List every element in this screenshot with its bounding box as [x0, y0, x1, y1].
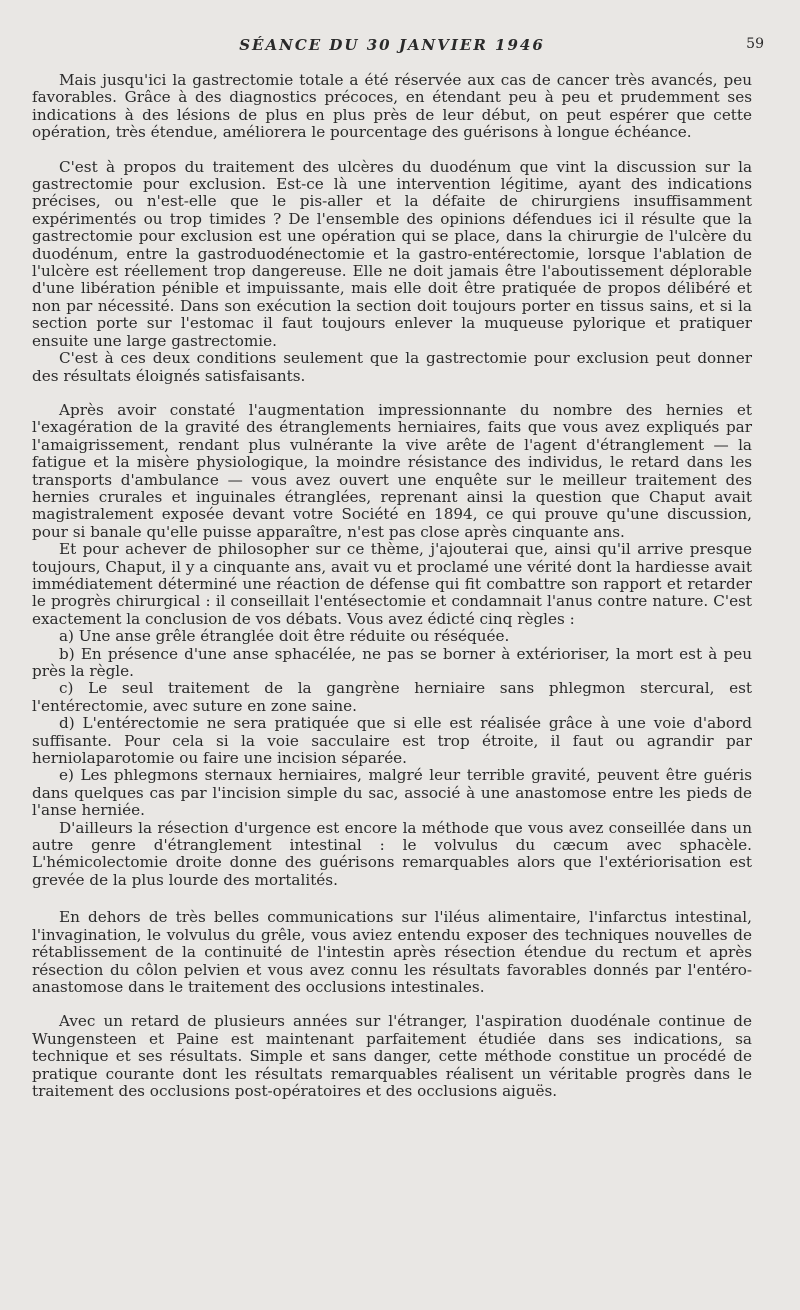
- rule-item: e) Les phlegmons sternaux herniaires, malgré leur terrible gravité, peuvent être guéris dans quelques cas par l'incision simple du sac, associé à une anastomose entre les pieds de l'anse herniée.: [32, 766, 752, 820]
- section-gap: [32, 142, 752, 159]
- rule-item: c) Le seul traitement de la gangrène herniaire sans phlegmon stercural, est l'entérectomie, avec suture en zone saine.: [32, 679, 752, 715]
- paragraph: Et pour achever de philosopher sur ce thème, j'ajouterai que, ainsi qu'il arrive presque toujours, Chaput, il y a cinquante ans, avait vu et proclamé une vérité dont la hardiesse avait immédiatement déterminé une réaction de défense qui fit combattre son rapport et retarder le progrès chirurgical : il conseillait l'entésectomie et condamnait l'anus contre nature. C'est exactement la conclusion de vos débats. Vous avez édicté cinq règles :: [32, 540, 752, 628]
- section-gap: [32, 889, 752, 909]
- paragraph: C'est à ces deux conditions seulement que la gastrectomie pour exclusion peut donner des résultats éloignés satisfaisants.: [32, 349, 752, 385]
- paragraph: C'est à propos du traitement des ulcères du duodénum que vint la discussion sur la gastrectomie pour exclusion. Est-ce là une intervention légitime, ayant des indications précises, ou n'est-elle que le pis-aller et la défaite de chirurgiens insuffisamment expérimentés ou trop timides ? De l'ensemble des opinions défendues ici il résulte que la gastrectomie pour exclusion est une opération qui se place, dans la chirurgie de l'ulcère du duodénum, entre la gastroduodénectomie et la gastro-entérectomie, lorsque l'ablation de l'ulcère est réellement trop dangereuse. Elle ne doit jamais être l'aboutissement déplorable d'une libération pénible et impuissante, mais elle doit être pratiquée de propos délibéré et non par nécessité. Dans son exécution la section doit toujours porter en tissus sains, et si la section porte sur l'estomac il faut toujours enlever la muqueuse pylorique et pratiquer ensuite une large gastrectomie.: [32, 157, 752, 350]
- paragraph: En dehors de très belles communications sur l'iléus alimentaire, l'infarctus intestinal, l'invagination, le volvulus du grêle, vous aviez entendu exposer des techniques nouvelles de rétablissement de la continuité de l'intestin après résection étendue du rectum et après résection du côlon pelvien et vous avez connu les résultats favorables donnés par l'entéro-anastomose dans le traitement des occlusions intestinales.: [32, 908, 752, 996]
- paragraph: Après avoir constaté l'augmentation impressionnante du nombre des hernies et l'exagération de la gravité des étranglements herniaires, faits que vous avez expliqués par l'amaigrissement, rendant plus vulnérante la vive arête de l'agent d'étranglement — la fatigue et la misère physiologique, la moindre résistance des individus, le retard dans les transports d'ambulance — vous avez ouvert une enquête sur le meilleur traitement des hernies crurales et inguinales étranglées, reprenant ainsi la question que Chaput avait magistralement exposée devant votre Société en 1894, ce qui prouve qu'une discussion, pour si banale qu'elle puisse apparaître, n'est pas close après cinquante ans.: [32, 400, 752, 541]
- rule-item: d) L'entérectomie ne sera pratiquée que si elle est réalisée grâce à une voie d'abord suffisante. Pour cela si la voie sacculaire est trop étroite, il faut ou agrandir par herniolaparotomie ou faire une incision séparée.: [32, 714, 752, 768]
- rule-item: b) En présence d'une anse sphacélée, ne pas se borner à extérioriser, la mort est à peu près la règle.: [32, 644, 752, 680]
- body-text: [32, 72, 752, 1100]
- paragraph: Avec un retard de plusieurs années sur l'étranger, l'aspiration duodénale continue de Wungensteen et Paine est maintenant parfaitement étudiée dans ses indications, sa technique et ses résultats. Simple et sans danger, cette méthode constitue un procédé de pratique courante dont les résultats remarquables réalisent un véritable progrès dans le traitement des occlusions post-opératoires et des occlusions aiguës.: [32, 1012, 752, 1100]
- section-gap: [32, 385, 752, 402]
- rule-item: a) Une anse grêle étranglée doit être réduite ou réséquée.: [59, 627, 510, 646]
- section-gap: [32, 996, 752, 1013]
- page-number: 59: [746, 36, 764, 52]
- paragraph: Mais jusqu'ici la gastrectomie totale a été réservée aux cas de cancer très avancés, peu favorables. Grâce à des diagnostics précoces, en étendant peu à peu et prudemment ses indications à des lésions de plus en plus près de leur début, on peut espérer que cette opération, très étendue, améliorera le pourcentage des guérisons à longue échéance.: [32, 71, 752, 142]
- header-title: SÉANCE DU 30 JANVIER 1946: [239, 36, 545, 54]
- paragraph: D'ailleurs la résection d'urgence est encore la méthode que vous avez conseillée dans un autre genre d'étranglement intestinal : le volvulus du cæcum avec sphacèle. L'hémicolectomie droite donne des guérisons remarquables alors que l'extériorisation est grevée de la plus lourde des mortalités.: [32, 818, 752, 889]
- running-header: [32, 36, 764, 62]
